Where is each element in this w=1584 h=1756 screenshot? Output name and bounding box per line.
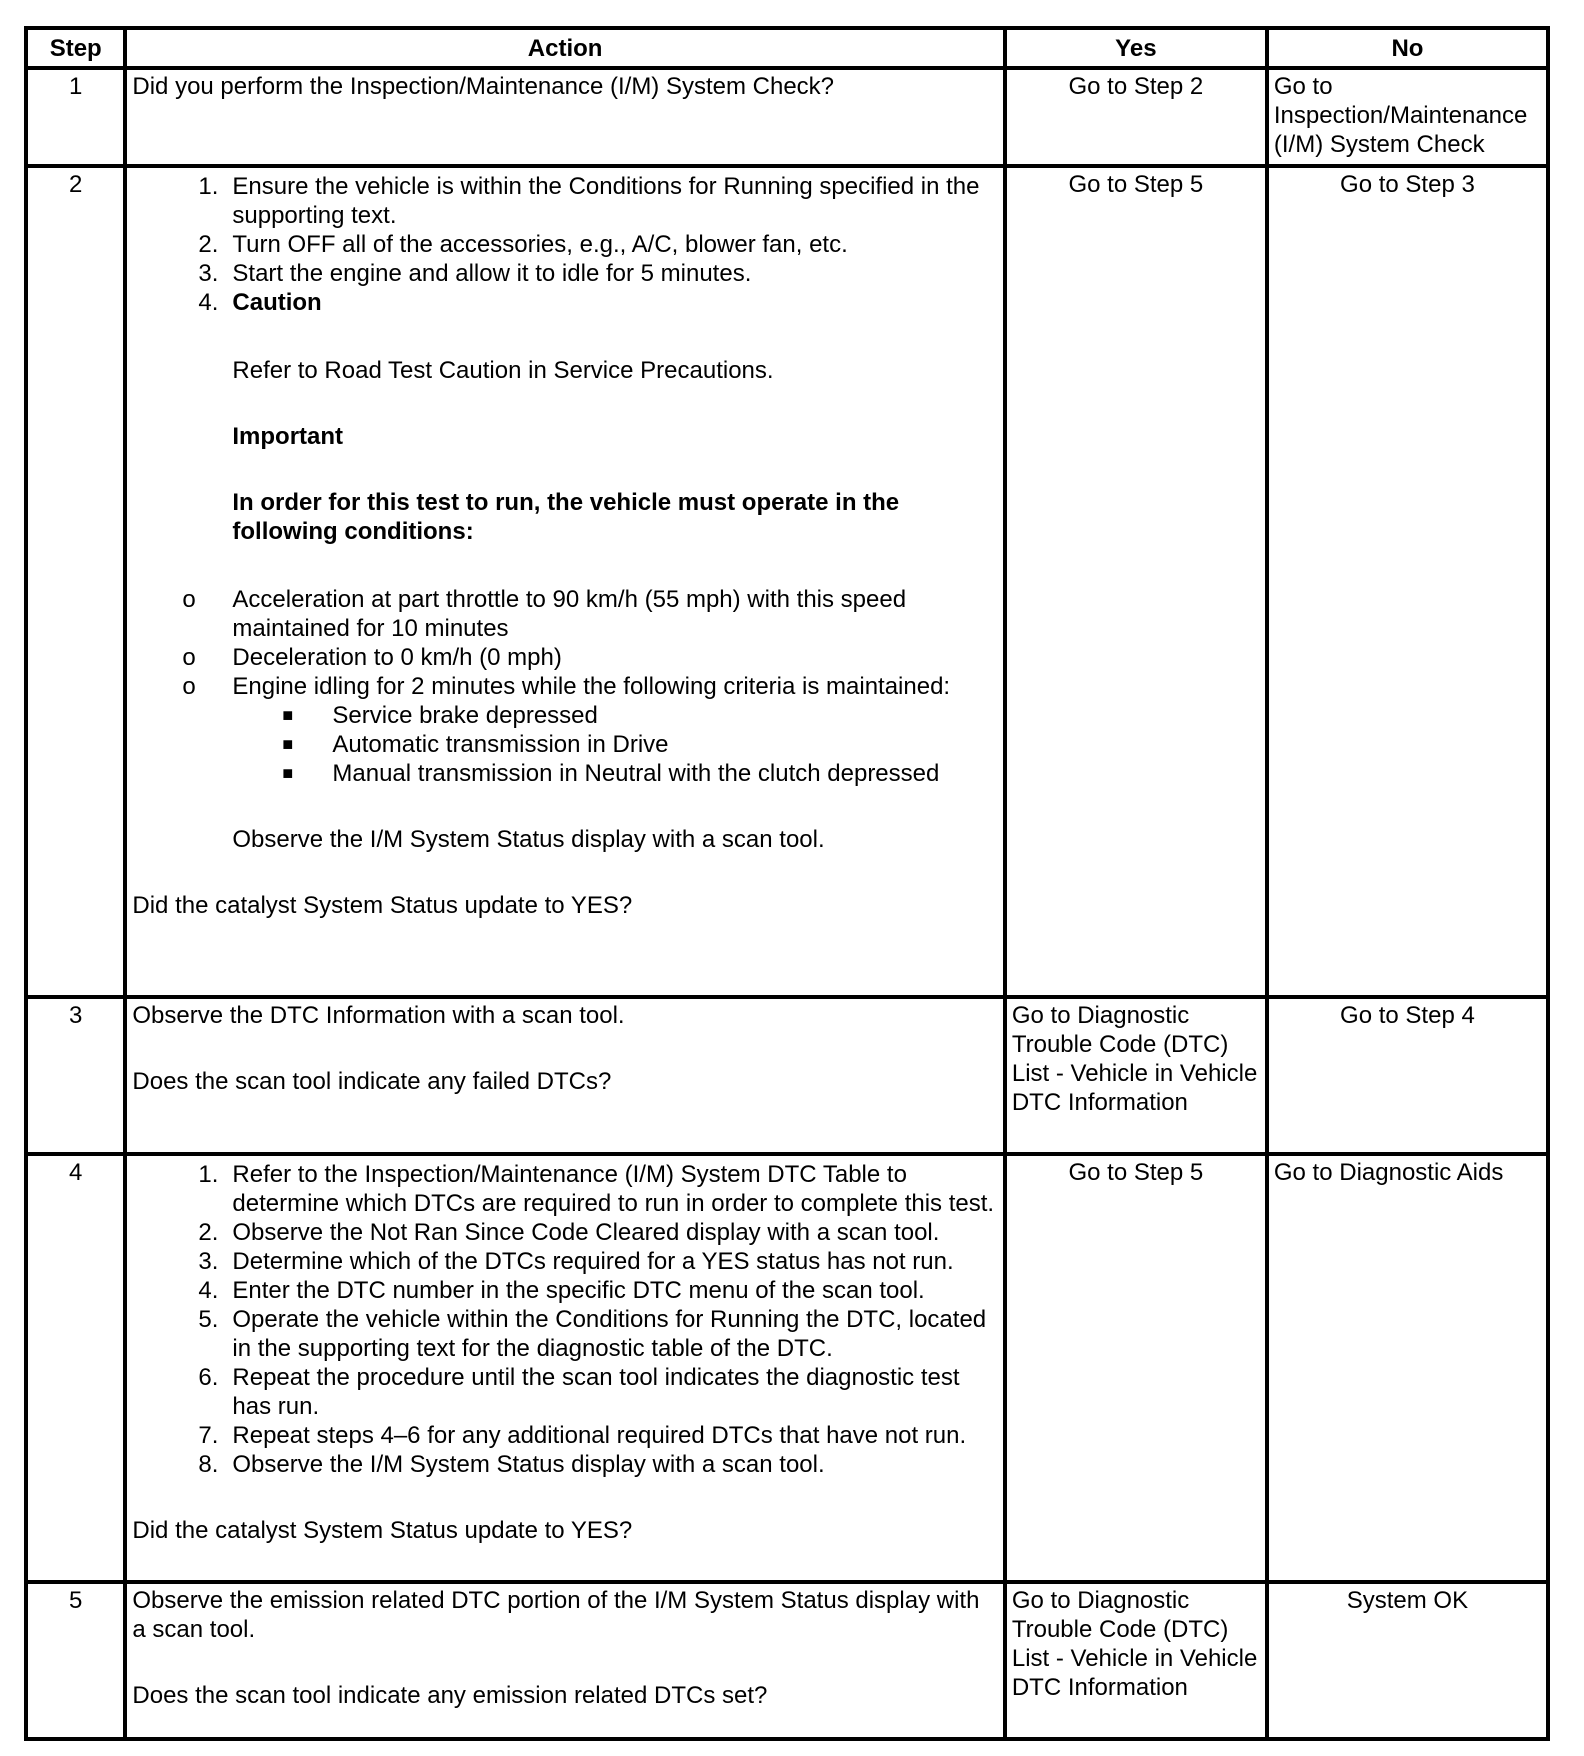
action-cell — [125, 1582, 1004, 1739]
action-text: Observe the emission related DTC portion of the I/M System Status display with a scan tool. — [132, 1587, 980, 1643]
procedure-list — [132, 172, 997, 546]
list-item: 5. Operate the vehicle within the Conditions for Running the DTC, located in the supporting text for the diagnostic table of the DTC. — [198, 1306, 987, 1362]
list-item: o Deceleration to 0 km/h (0 mph) — [182, 644, 562, 671]
header-action: Action — [125, 28, 1004, 68]
table-row-step-3 — [26, 997, 1548, 1154]
list-item: 7. Repeat steps 4–6 for any additional required DTCs that have not run. — [198, 1422, 967, 1449]
observe-text: Observe the I/M System Status display with a scan tool. — [232, 826, 825, 853]
list-item: 1. Refer to the Inspection/Maintenance (I/M) System DTC Table to determine which DTCs are required to run in order to complete this test. — [198, 1161, 995, 1217]
table-header-row — [26, 28, 1548, 68]
yes-cell: Go to Step 2 — [1005, 68, 1267, 166]
step-number: 5 — [26, 1582, 125, 1739]
action-cell — [125, 997, 1004, 1154]
step-number: 2 — [26, 166, 125, 997]
diagnostic-table-container — [24, 26, 1550, 1741]
diagnostic-table — [24, 26, 1550, 1741]
step-number: 1 — [26, 68, 125, 166]
yes-cell: Go to Step 5 — [1005, 166, 1267, 997]
table-row-step-2 — [26, 166, 1548, 997]
step-number: 3 — [26, 997, 125, 1154]
no-cell: Go to Diagnostic Aids — [1267, 1154, 1548, 1582]
list-item: 1. Ensure the vehicle is within the Conditions for Running specified in the supporting text. — [198, 173, 980, 229]
list-item: o Acceleration at part throttle to 90 km/h (55 mph) with this speed maintained for 10 minutes — [182, 586, 907, 642]
action-cell — [125, 166, 1004, 997]
action-cell — [125, 1154, 1004, 1582]
table-row-step-4 — [26, 1154, 1548, 1582]
header-step: Step — [26, 28, 125, 68]
list-item: 4. Enter the DTC number in the specific DTC menu of the scan tool. — [198, 1277, 925, 1304]
action-text: Observe the DTC Information with a scan tool. — [132, 1002, 625, 1029]
list-item: ■ Manual transmission in Neutral with the clutch depressed — [282, 760, 940, 787]
list-item: 2. Turn OFF all of the accessories, e.g., A/C, blower fan, etc. — [198, 231, 848, 258]
conditions-list — [132, 585, 997, 788]
table-row-step-5 — [26, 1582, 1548, 1739]
list-item: 2. Observe the Not Ran Since Code Cleared display with a scan tool. — [198, 1219, 940, 1246]
header-no: No — [1267, 28, 1548, 68]
list-item: 6. Repeat the procedure until the scan tool indicates the diagnostic test has run. — [198, 1364, 960, 1420]
important-text: In order for this test to run, the vehicle must operate in the following conditions: — [232, 489, 900, 545]
no-cell: System OK — [1267, 1582, 1548, 1739]
header-yes: Yes — [1005, 28, 1267, 68]
step-number: 4 — [26, 1154, 125, 1582]
list-item: 3. Start the engine and allow it to idle for 5 minutes. — [198, 260, 752, 287]
caution-label: Caution — [232, 289, 322, 316]
action-question: Does the scan tool indicate any emission related DTCs set? — [132, 1682, 768, 1709]
yes-cell: Go to Diagnostic Trouble Code (DTC) List - Vehicle in Vehicle DTC Information — [1005, 997, 1267, 1154]
procedure-list — [132, 1160, 997, 1479]
no-cell: Go to Step 3 — [1267, 166, 1548, 997]
yes-cell: Go to Diagnostic Trouble Code (DTC) List - Vehicle in Vehicle DTC Information — [1005, 1582, 1267, 1739]
action-question: Did you perform the Inspection/Maintenance (I/M) System Check? — [132, 73, 835, 100]
action-question: Did the catalyst System Status update to YES? — [132, 1517, 633, 1544]
yes-cell: Go to Step 5 — [1005, 1154, 1267, 1582]
table-row-step-1 — [26, 68, 1548, 166]
list-item: 3. Determine which of the DTCs required for a YES status has not run. — [198, 1248, 954, 1275]
action-question: Did the catalyst System Status update to YES? — [132, 892, 633, 919]
no-cell: Go to Step 4 — [1267, 997, 1548, 1154]
list-item: 8. Observe the I/M System Status display with a scan tool. — [198, 1451, 825, 1478]
list-item: o Engine idling for 2 minutes while the following criteria is maintained: ■ Service brake depressed ■ Automatic transmission in Drive ■ Manual transmission in Neutral with the clutch depressed — [132, 672, 997, 788]
no-cell: Go to Inspection/Maintenance (I/M) System Check — [1267, 68, 1548, 166]
list-item: 4. Caution Refer to Road Test Caution in Service Precautions. Important In order for this test to run, the vehicle must operate in the following conditions: — [132, 288, 997, 546]
action-question: Does the scan tool indicate any failed DTCs? — [132, 1068, 612, 1095]
list-item: ■ Automatic transmission in Drive — [282, 731, 669, 758]
action-cell — [125, 68, 1004, 166]
caution-text: Refer to Road Test Caution in Service Precautions. — [232, 357, 774, 384]
list-item: ■ Service brake depressed — [282, 702, 598, 729]
criteria-list — [132, 701, 997, 788]
important-label: Important — [232, 423, 344, 450]
